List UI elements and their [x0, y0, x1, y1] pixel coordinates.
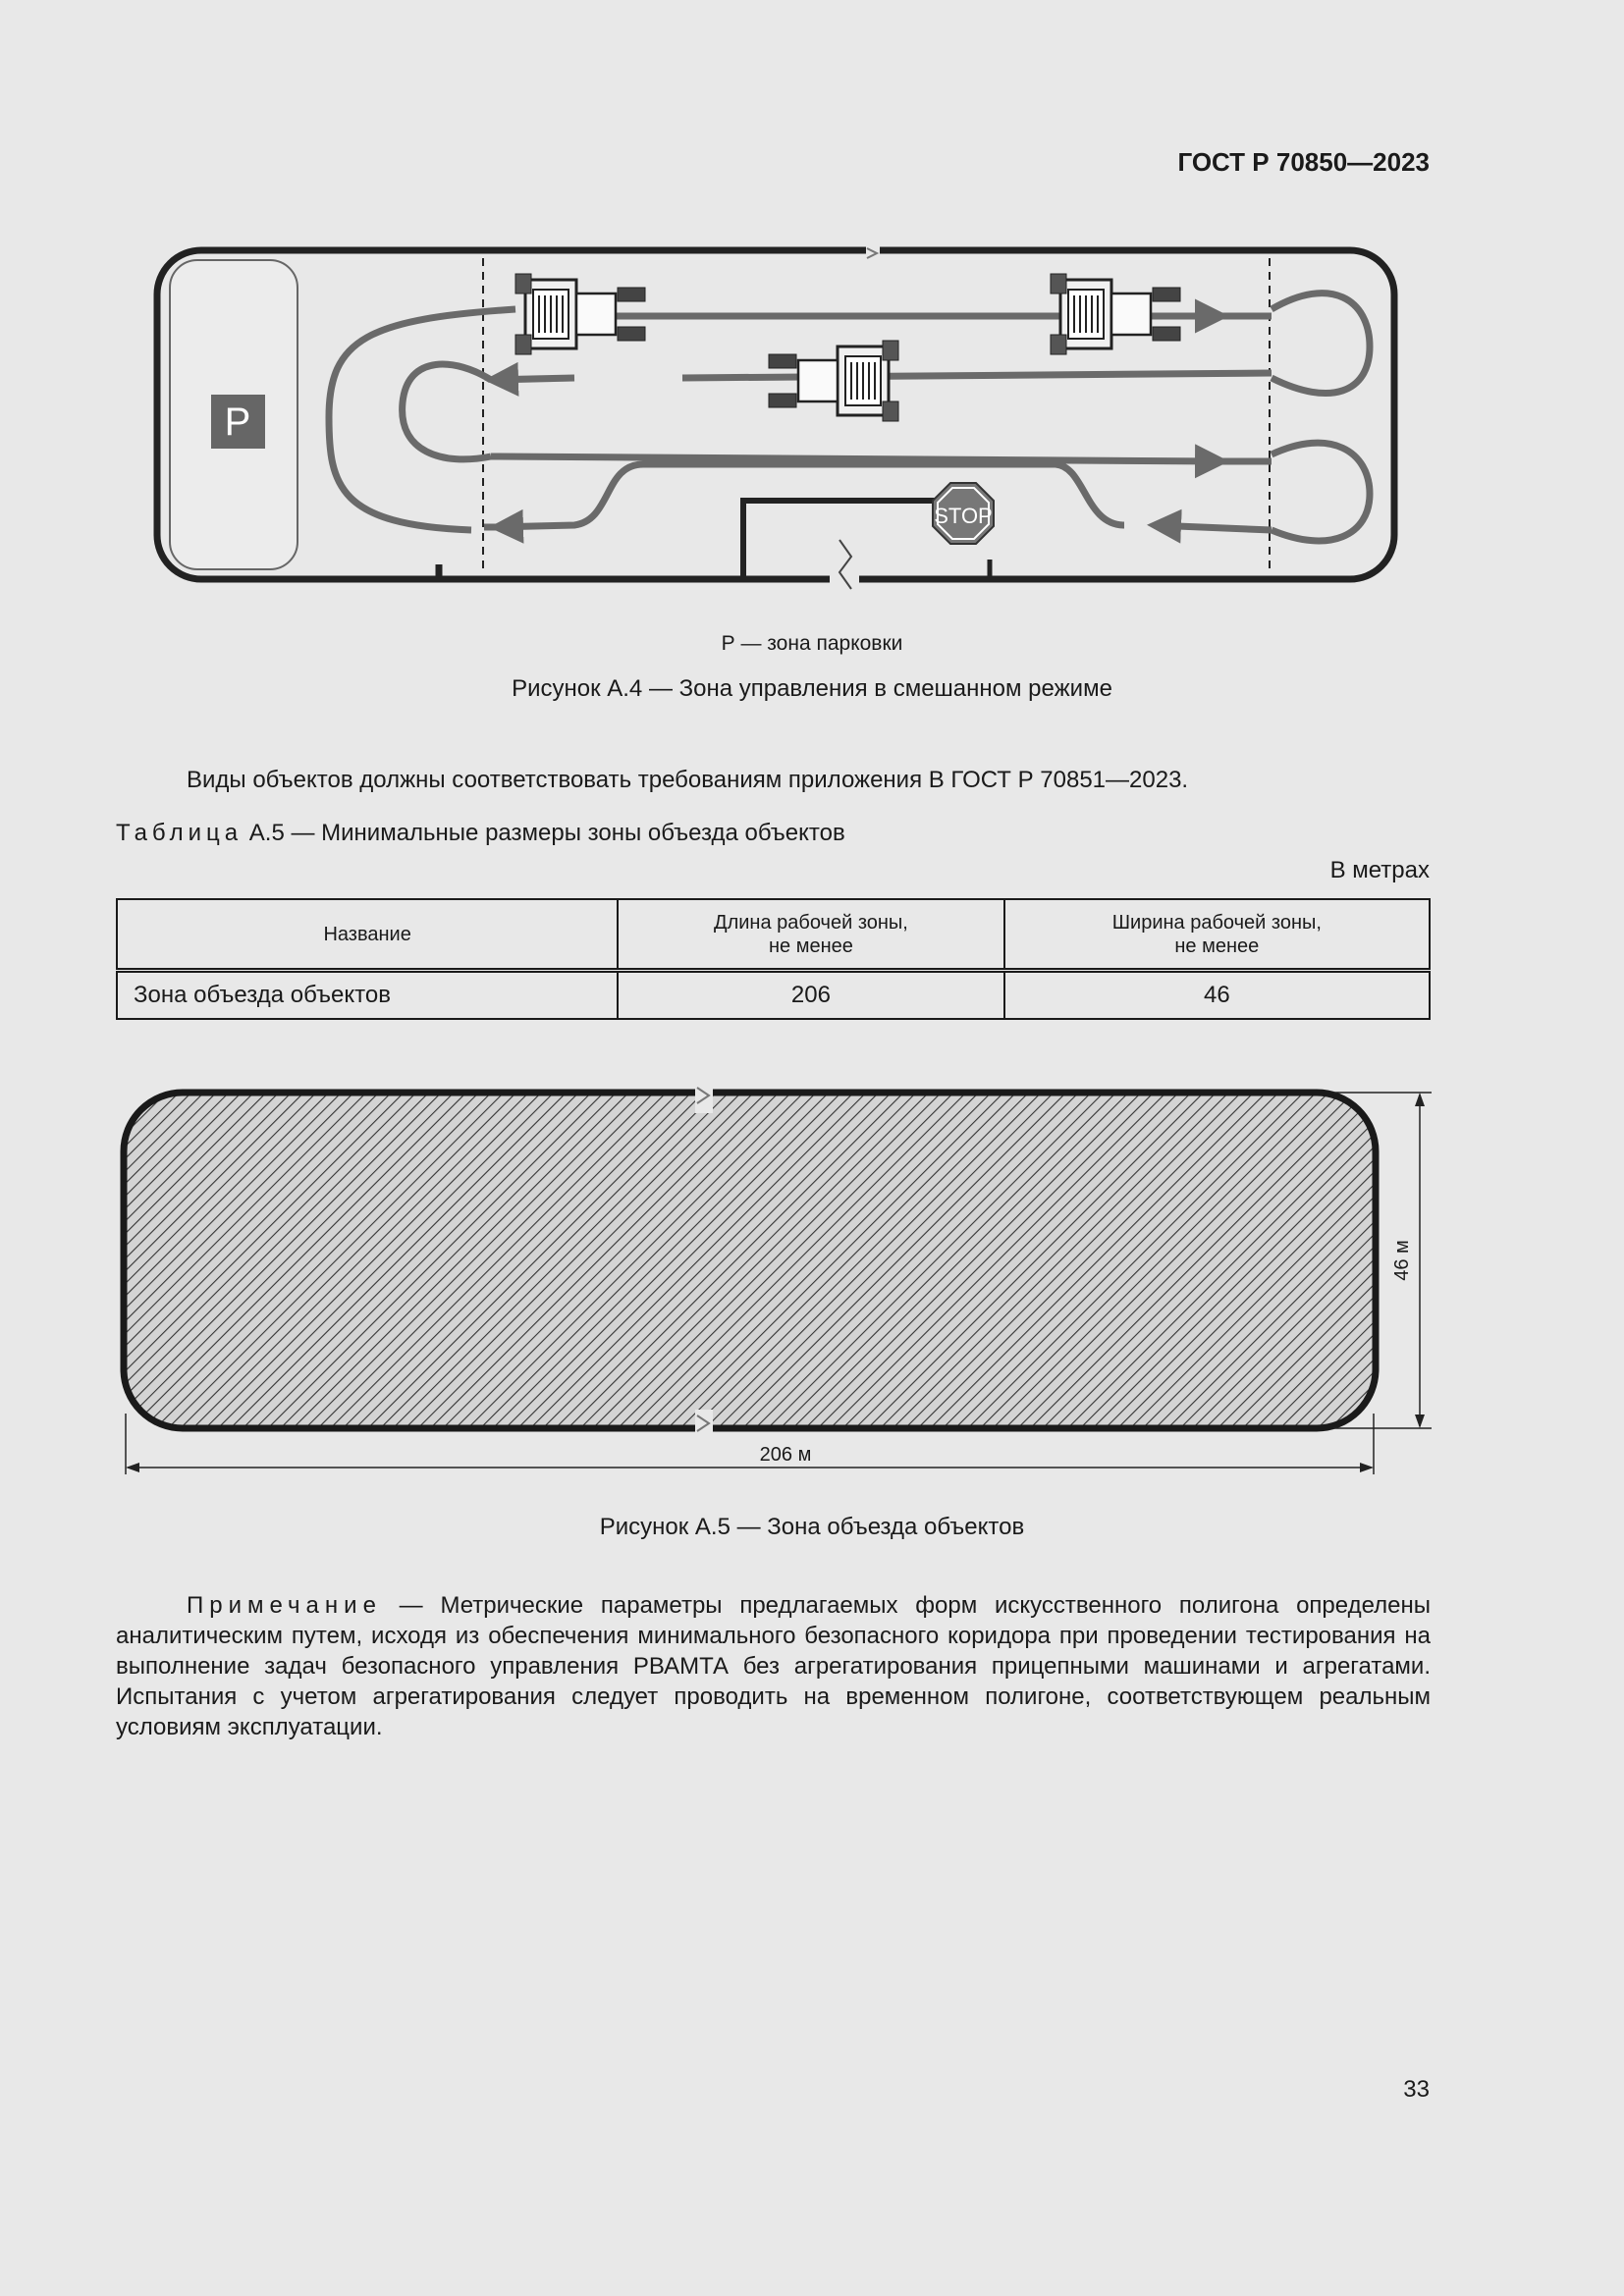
- table-title-prefix: Таблица: [116, 820, 244, 846]
- table-header-row: [117, 899, 1430, 971]
- cell-length: 206: [618, 971, 1003, 1020]
- header-width-line2: не менее: [1174, 934, 1260, 957]
- route-paths: [329, 294, 1370, 541]
- figure-mixed-mode-zone: [142, 240, 1409, 594]
- table-title: [116, 820, 845, 847]
- bypass-zone-area: [124, 1093, 1376, 1428]
- figure-caption-a4: Рисунок А.4 — Зона управления в смешанном режиме: [512, 675, 1112, 702]
- parking-sign-label: P: [224, 400, 251, 444]
- cell-name: Зона объезда объектов: [117, 971, 618, 1020]
- length-dimension-label: 206 м: [759, 1444, 812, 1466]
- body-paragraph: Виды объектов должны соответствовать требованиям приложения В ГОСТ Р 70851—2023.: [187, 767, 1189, 793]
- table-units: В метрах: [1329, 857, 1430, 883]
- width-dimension-label: 46 м: [1391, 1240, 1413, 1281]
- table-row: [117, 971, 1430, 1020]
- figure-legend: Р — зона парковки: [721, 632, 903, 655]
- dimensions-table: [116, 898, 1431, 1020]
- header-length-line1: Длина рабочей зоны,: [714, 911, 908, 934]
- note-label: Примечание: [187, 1592, 382, 1619]
- tractor-3: [769, 341, 898, 421]
- stop-sign-label: STOP: [934, 504, 993, 528]
- document-number: ГОСТ Р 70850—2023: [1177, 147, 1430, 177]
- header-name: Название: [117, 899, 618, 971]
- cell-width: 46: [1004, 971, 1430, 1020]
- header-length: [618, 899, 1003, 971]
- header-length-line2: не менее: [769, 934, 853, 957]
- page-number: 33: [1403, 2076, 1430, 2103]
- table-title-rest: А.5 — Минимальные размеры зоны объезда объектов: [243, 820, 845, 846]
- figure-caption-a5: Рисунок А.5 — Зона объезда объектов: [599, 1514, 1025, 1540]
- figure-bypass-zone: [116, 1080, 1441, 1482]
- note: [116, 1590, 1431, 1742]
- note-text: — Метрические параметры предлагаемых форм искусственного полигона определены аналитическим путем, исходя из обеспечения минимального безопасного коридора при проведении тестирования на выполнение задач безопасного управления РВАМТА без агрегатирования прицепными машинами и агрегатами. Испытания с учетом агрегатирования следует проводить на временном полигоне, соответствующем реальным условиям эксплуатации.: [116, 1592, 1431, 1740]
- header-width-line1: Ширина рабочей зоны,: [1111, 911, 1322, 934]
- header-width: [1004, 899, 1430, 971]
